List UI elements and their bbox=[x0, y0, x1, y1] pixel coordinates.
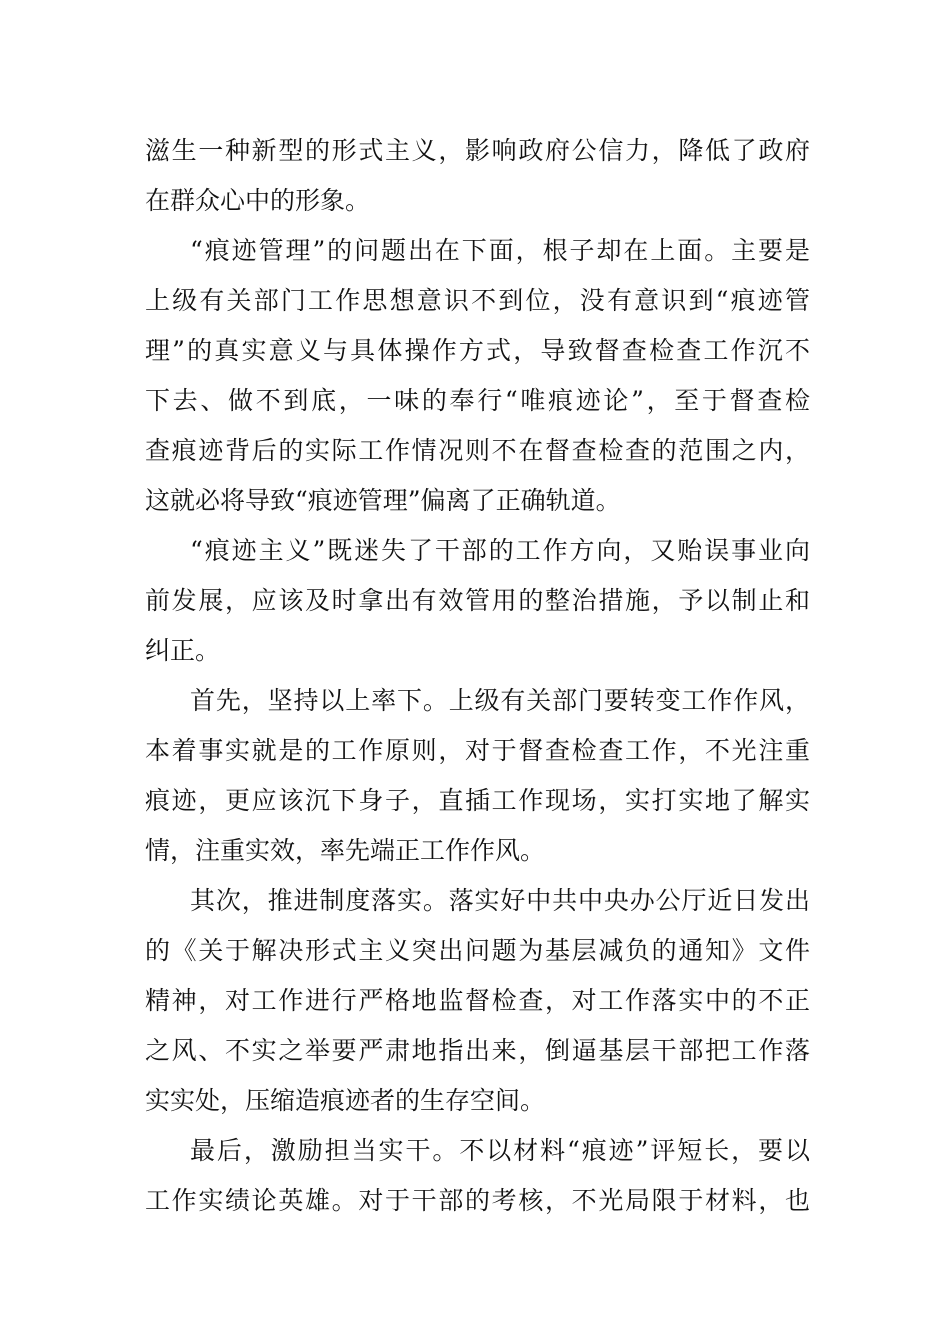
paragraph-first-line: 其次，推进制度落实。落实好中共中央办公厅近日发出 bbox=[190, 886, 810, 915]
text-line: 理”的真实意义与具体操作方式，导致督查检查工作沉不 bbox=[145, 336, 810, 365]
text-line: 之风、不实之举要严肃地指出来，倒逼基层干部把工作落 bbox=[145, 1036, 810, 1065]
paragraph-first-line: 首先，坚持以上率下。上级有关部门要转变工作作风， bbox=[190, 686, 810, 715]
text-line: 在群众心中的形象。 bbox=[145, 186, 371, 215]
text-line: 查痕迹背后的实际工作情况则不在督查检查的范围之内， bbox=[145, 436, 810, 465]
text-line: 情，注重实效，率先端正工作作风。 bbox=[145, 836, 546, 865]
text-line: 下去、做不到底，一味的奉行“唯痕迹论”，至于督查检 bbox=[145, 386, 810, 415]
paragraph-first-line: “痕迹管理”的问题出在下面，根子却在上面。主要是 bbox=[190, 236, 810, 265]
text-line: 的《关于解决形式主义突出问题为基层减负的通知》文件 bbox=[145, 936, 810, 965]
text-line: 这就必将导致“痕迹管理”偏离了正确轨道。 bbox=[145, 486, 621, 515]
text-line: 滋生一种新型的形式主义，影响政府公信力，降低了政府 bbox=[145, 136, 810, 165]
paragraph-first-line: 最后，激励担当实干。不以材料“痕迹”评短长，要以 bbox=[190, 1136, 810, 1165]
text-line: 本着事实就是的工作原则，对于督查检查工作，不光注重 bbox=[145, 736, 810, 765]
text-line: 上级有关部门工作思想意识不到位，没有意识到“痕迹管 bbox=[145, 286, 810, 315]
text-line: 纠正。 bbox=[145, 636, 221, 665]
text-line: 精神，对工作进行严格地监督检查，对工作落实中的不正 bbox=[145, 986, 810, 1015]
text-line: 前发展，应该及时拿出有效管用的整治措施，予以制止和 bbox=[145, 586, 810, 615]
paragraph-first-line: “痕迹主义”既迷失了干部的工作方向，又贻误事业向 bbox=[190, 536, 810, 565]
text-line: 实实处，压缩造痕迹者的生存空间。 bbox=[145, 1086, 546, 1115]
text-line: 痕迹，更应该沉下身子，直插工作现场，实打实地了解实 bbox=[145, 786, 810, 815]
text-line: 工作实绩论英雄。对于干部的考核，不光局限于材料，也 bbox=[145, 1186, 810, 1215]
